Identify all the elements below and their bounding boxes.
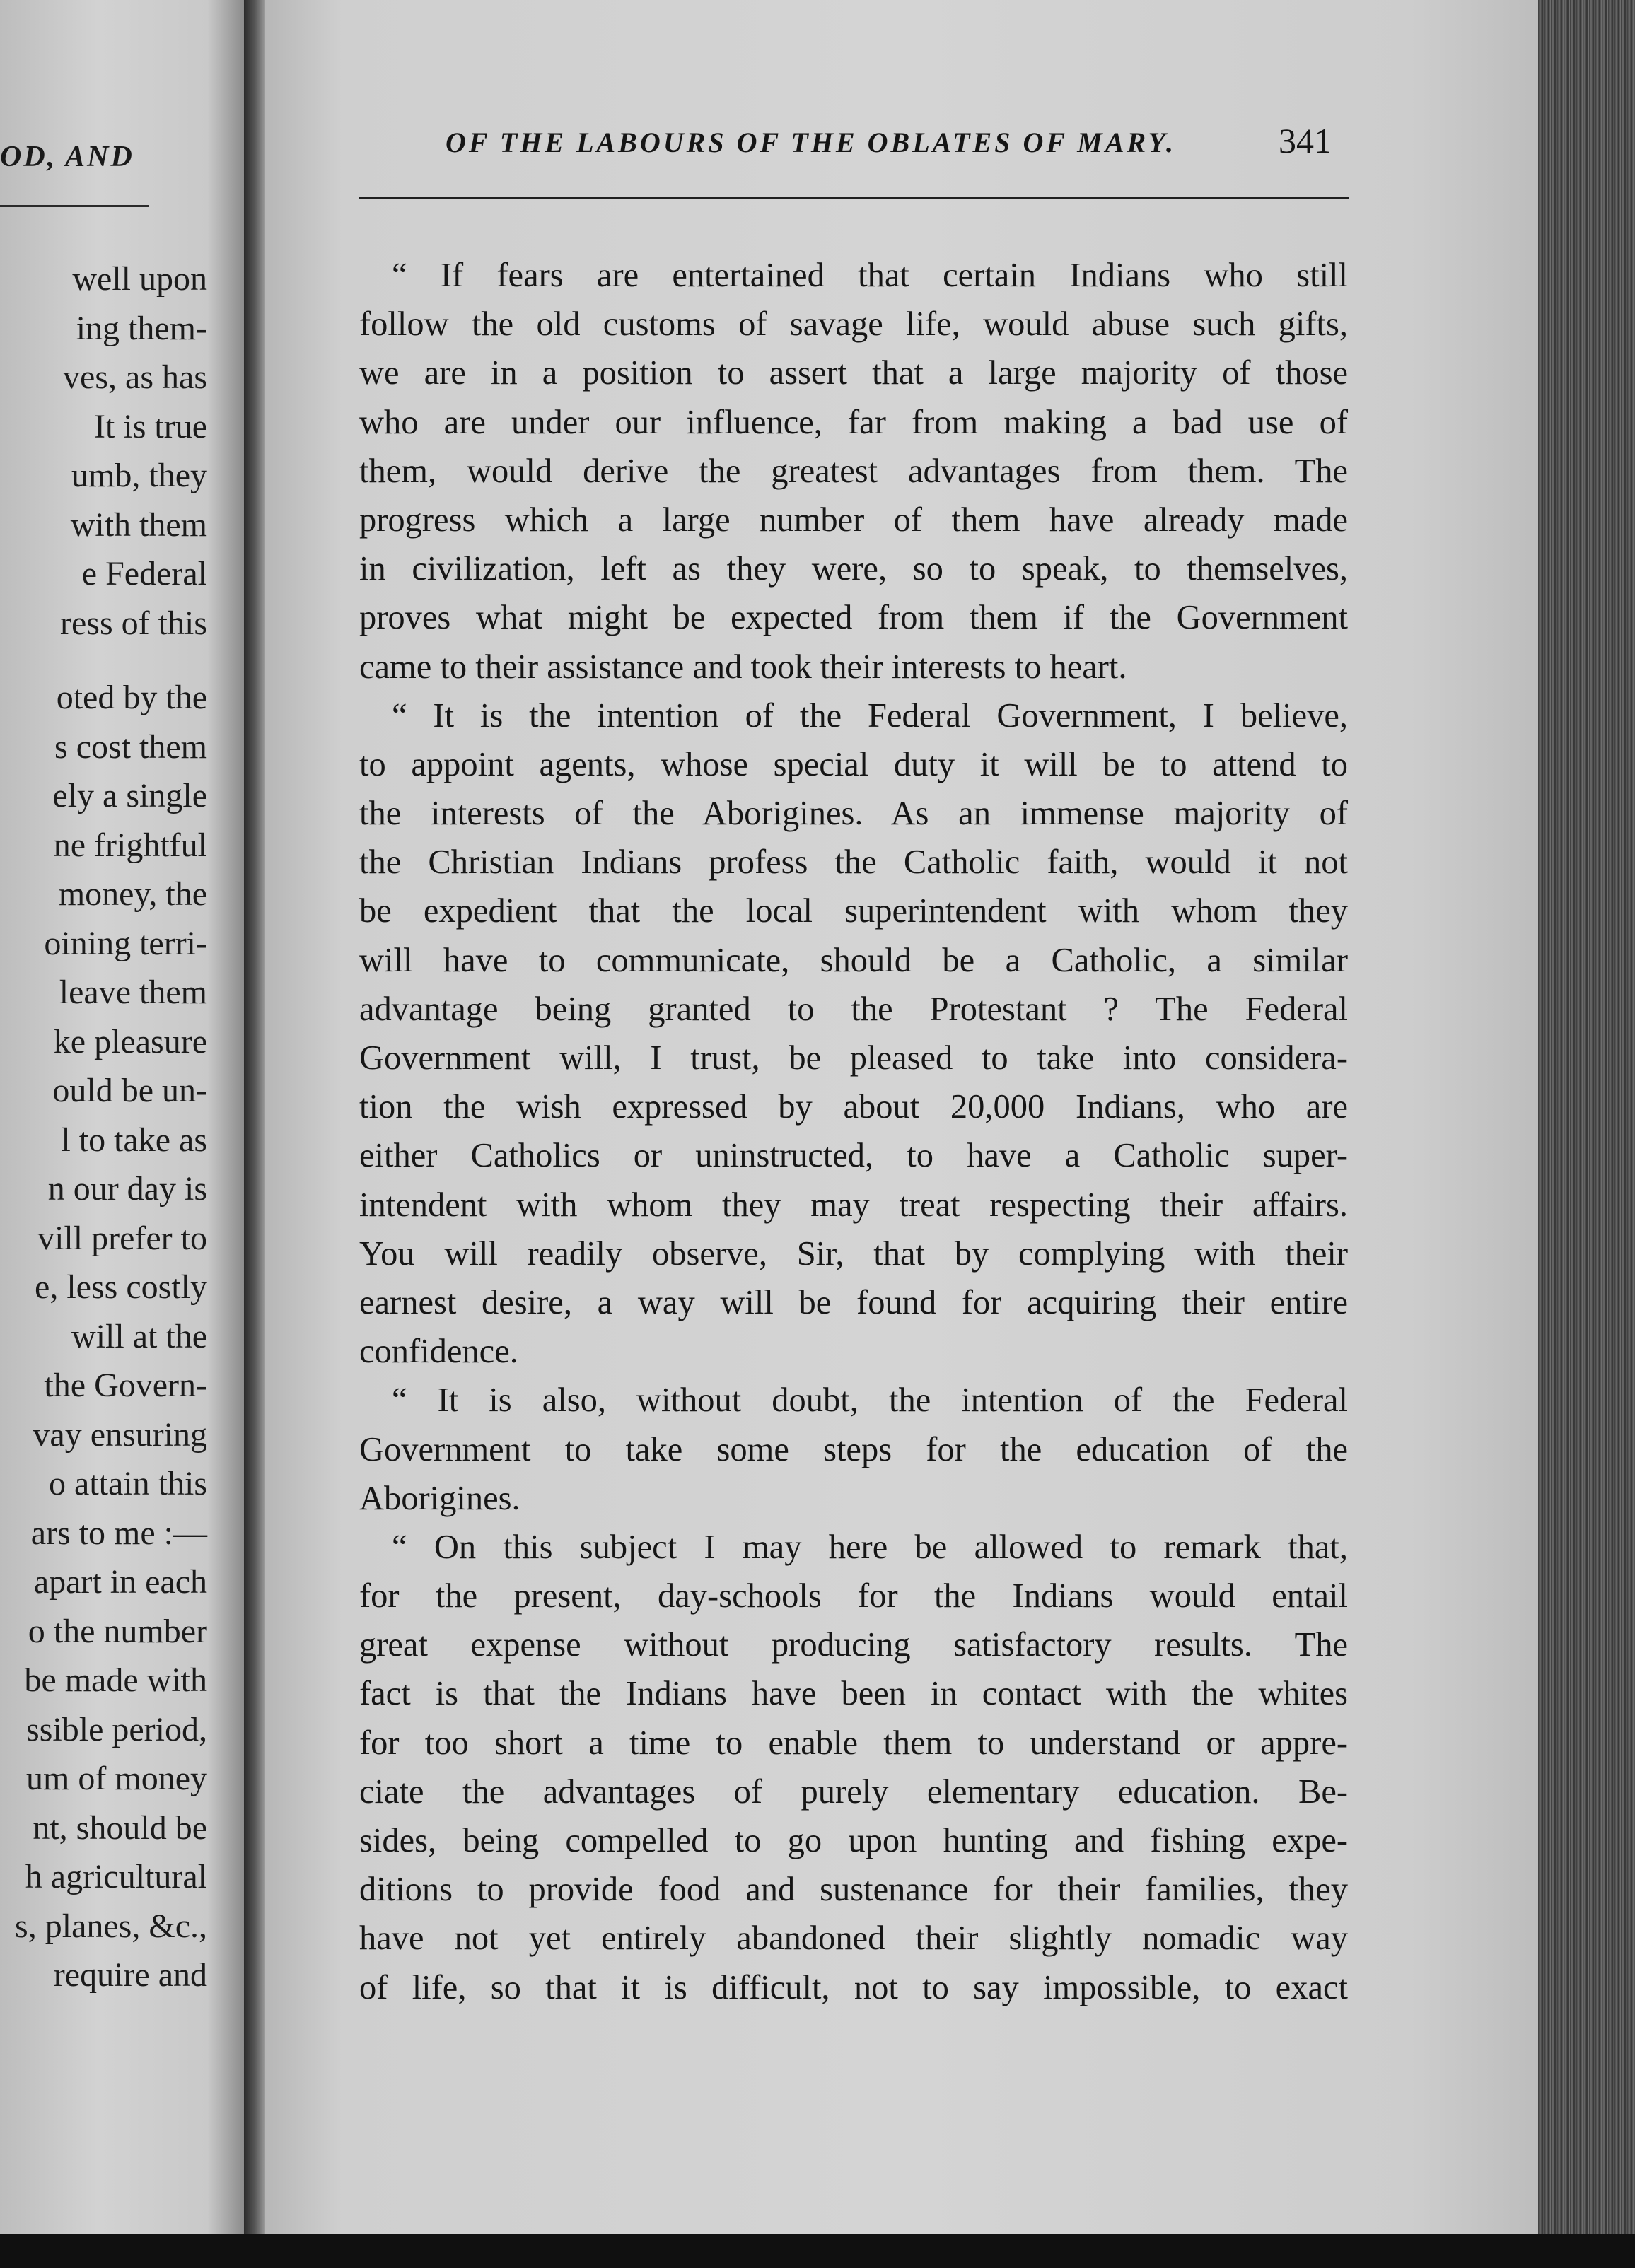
left-text-line: ould be un- [52, 1072, 207, 1109]
left-text-line: It is true [94, 407, 207, 445]
text-line: fact is that the Indians have been in contact with the whites [359, 1675, 1348, 1713]
left-text-line: apart in each [33, 1563, 207, 1601]
left-text-line: ne frightful [53, 826, 207, 864]
left-text-line: ars to me :— [30, 1514, 207, 1552]
left-text-line: oining terri- [44, 924, 207, 962]
left-text-line: the Govern- [44, 1367, 207, 1404]
text-line: “ It is also, without doubt, the intention of the Federal [392, 1381, 1348, 1420]
text-line: them, would derive the greatest advantages from them. The [359, 452, 1348, 490]
left-text-line: ely a single [52, 777, 207, 814]
text-line: “ It is the intention of the Federal Government, I believe, [392, 696, 1348, 735]
text-line: earnest desire, a way will be found for acquiring their entire [359, 1283, 1348, 1321]
left-text-line [0, 648, 207, 673]
text-line: for the present, day-schools for the Indians would entail [359, 1577, 1348, 1615]
left-text-line: n our day is [47, 1170, 207, 1208]
body-text [359, 251, 1348, 2012]
text-line: progress which a large number of them have already made [359, 501, 1348, 539]
left-text-line: um of money [26, 1760, 207, 1797]
text-line: “ On this subject I may here be allowed to remark that, [392, 1528, 1348, 1566]
header-rule [359, 197, 1349, 199]
text-line: ditions to provide food and sustenance for their families, they [359, 1871, 1348, 1909]
text-line: either Catholics or uninstructed, to have a Catholic super- [359, 1137, 1348, 1175]
text-line: You will readily observe, Sir, that by complying with their [359, 1234, 1348, 1273]
left-header-rule [0, 205, 149, 207]
text-line: ciate the advantages of purely elementary education. Be- [359, 1772, 1348, 1811]
left-text-line: h agricultural [25, 1858, 207, 1895]
left-text-line: well upon [72, 260, 207, 298]
scan-bottom-border [0, 2234, 1635, 2268]
text-line: be expedient that the local superintendent with whom they [359, 892, 1348, 930]
left-text-line: umb, they [71, 457, 207, 494]
text-line: to appoint agents, whose special duty it will be to attend to [359, 745, 1348, 783]
text-line: we are in a position to assert that a large majority of those [359, 354, 1348, 392]
left-text-line: nt, should be [33, 1808, 207, 1847]
text-line: Aborigines. [359, 1479, 520, 1517]
text-line: confidence. [359, 1333, 518, 1371]
left-text-line: require and [53, 1956, 207, 1994]
left-text-line: o attain this [49, 1465, 207, 1502]
left-text-line: will at the [71, 1317, 207, 1355]
text-line: will have to communicate, should be a Catholic, a similar [359, 941, 1348, 979]
left-running-head: OD, AND [0, 141, 134, 173]
text-line: sides, being compelled to go upon hunting and fishing expe- [359, 1822, 1348, 1859]
left-text-column [0, 255, 207, 2000]
text-line: advantage being granted to the Protestant ? The Federal [359, 990, 1348, 1028]
text-line: “ If fears are entertained that certain Indians who still [392, 257, 1348, 294]
left-text-line: leave them [59, 974, 207, 1011]
left-text-line: o the number [28, 1612, 207, 1650]
text-line: follow the old customs of savage life, would abuse such gifts, [359, 305, 1348, 344]
text-line: tion the wish expressed by about 20,000 Indians, who are [359, 1088, 1348, 1126]
page-edge-stack [1538, 0, 1635, 2268]
text-line: Government will, I trust, be pleased to take into considera- [359, 1039, 1348, 1077]
left-text-line: oted by the [56, 679, 207, 716]
left-text-line: e Federal [81, 555, 207, 592]
text-line: came to their assistance and took their interests to heart. [359, 648, 1127, 686]
text-line: for too short a time to enable them to understand or appre- [359, 1724, 1348, 1762]
left-text-line: ssible period, [26, 1710, 207, 1748]
left-text-line: e, less costly [35, 1268, 207, 1306]
text-line: Government to take some steps for the education of the [359, 1430, 1348, 1468]
text-line: great expense without producing satisfactory results. The [359, 1626, 1348, 1664]
text-line: have not yet entirely abandoned their slightly nomadic way [359, 1919, 1348, 1958]
left-text-line: money, the [58, 875, 207, 913]
book-gutter [244, 0, 265, 2268]
text-line: who are under our influence, far from making a bad use of [359, 403, 1348, 441]
left-text-line: ing them- [76, 309, 207, 347]
running-head: OF THE LABOURS OF THE OBLATES OF MARY. [446, 127, 1176, 158]
text-line: the Christian Indians profess the Catholic faith, would it not [359, 843, 1348, 882]
text-line: proves what might be expected from them if the Government [359, 599, 1348, 637]
text-line: intendent with whom they may treat respecting their affairs. [359, 1186, 1348, 1224]
text-line: of life, so that it is difficult, not to say impossible, to exact [359, 1968, 1348, 2006]
page-number: 341 [1279, 121, 1332, 160]
text-line: the interests of the Aborigines. As an immense majority of [359, 795, 1348, 833]
left-text-line: be made with [24, 1661, 207, 1699]
left-page-fragment [0, 0, 244, 2268]
text-line: in civilization, left as they were, so to speak, to themselves, [359, 550, 1348, 588]
left-text-line: ress of this [60, 604, 207, 642]
left-text-line: ves, as has [63, 358, 207, 396]
left-text-line: l to take as [61, 1121, 207, 1159]
left-text-line: ke pleasure [53, 1022, 207, 1060]
left-text-line: with them [70, 505, 207, 544]
left-text-line: vay ensuring [33, 1415, 207, 1454]
left-text-line: s cost them [54, 727, 207, 766]
left-text-line: s, planes, &c., [15, 1907, 207, 1945]
left-text-line: vill prefer to [37, 1219, 207, 1257]
